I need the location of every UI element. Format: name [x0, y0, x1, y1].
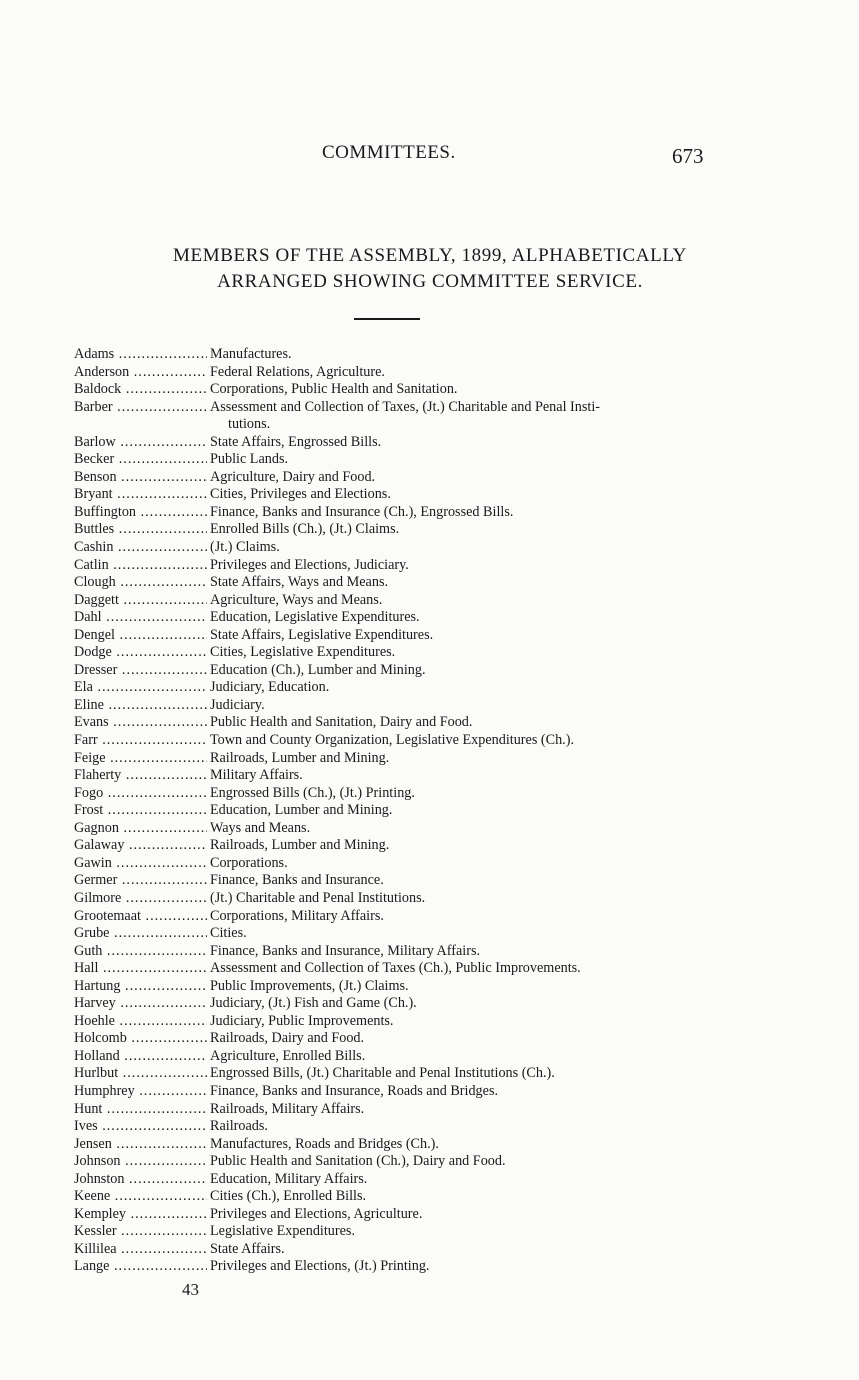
committee-text: Finance, Banks and Insurance (Ch.), Engrossed Bills.: [210, 503, 514, 520]
committee-text: Railroads, Lumber and Mining.: [210, 837, 390, 854]
signature-mark: 43: [182, 1280, 199, 1299]
running-head: COMMITTEES.: [322, 142, 456, 163]
committee-text: Agriculture, Ways and Means.: [210, 591, 383, 608]
title-line-2: ARRANGED SHOWING COMMITTEE SERVICE.: [217, 271, 643, 292]
member-name: Germer .....: [74, 872, 207, 890]
member-name: Buffington .....: [74, 504, 207, 522]
committee-text: Judiciary, Public Improvements.: [210, 1012, 394, 1029]
committee-text: State Affairs, Engrossed Bills.: [210, 433, 382, 450]
member-name: Ives .....: [74, 1118, 207, 1136]
committee-text: Cities (Ch.), Enrolled Bills.: [210, 1188, 367, 1205]
member-row: [74, 346, 714, 364]
committee-text: State Affairs.: [210, 1240, 285, 1257]
member-committees: [207, 872, 708, 890]
member-name: Jensen .....: [74, 1136, 207, 1154]
member-name: Kessler .....: [74, 1223, 207, 1241]
member-row: [74, 504, 714, 522]
member-row: [74, 627, 714, 645]
member-row: [74, 697, 714, 715]
member-committees: [207, 662, 708, 680]
committee-text: Finance, Banks and Insurance.: [210, 872, 384, 889]
member-row: [74, 557, 714, 575]
member-row: [74, 662, 714, 680]
member-row: [74, 908, 714, 926]
member-name: Bryant .....: [74, 486, 207, 504]
member-name: Benson .....: [74, 469, 207, 487]
committee-text: Engrossed Bills (Ch.), (Jt.) Printing.: [210, 784, 415, 801]
committee-text: Military Affairs.: [210, 767, 303, 784]
committee-text: Railroads, Dairy and Food.: [210, 1030, 365, 1047]
member-row: [74, 1258, 714, 1276]
committee-text: Public Lands.: [210, 451, 289, 468]
page-number: 673: [672, 144, 704, 168]
member-name: Hall .....: [74, 960, 207, 978]
member-name: Guth .....: [74, 943, 207, 961]
member-row: [74, 399, 714, 434]
member-committees: [207, 679, 708, 697]
member-name: Baldock .....: [74, 381, 207, 399]
member-name: Fogo .....: [74, 785, 207, 803]
member-row: [74, 381, 714, 399]
member-list: [74, 346, 714, 1276]
member-name: Buttles .....: [74, 521, 207, 539]
page-header: [0, 140, 859, 170]
committee-text: Privileges and Elections, (Jt.) Printing.: [210, 1258, 430, 1275]
member-committees: [207, 451, 708, 469]
member-committees: [207, 820, 708, 838]
member-row: [74, 732, 714, 750]
committee-text: Finance, Banks and Insurance, Military Affairs.: [210, 942, 481, 959]
committee-text: Privileges and Elections, Judiciary.: [210, 556, 409, 573]
member-committees: [207, 627, 708, 645]
member-row: [74, 872, 714, 890]
member-name: Johnson .....: [74, 1153, 207, 1171]
committee-text: Agriculture, Dairy and Food.: [210, 468, 376, 485]
committee-text: Education, Legislative Expenditures.: [210, 609, 420, 626]
member-committees: [207, 1030, 708, 1048]
member-committees: [207, 644, 708, 662]
committee-text: Finance, Banks and Insurance, Roads and Bridges.: [210, 1082, 499, 1099]
member-row: [74, 1206, 714, 1224]
member-row: [74, 592, 714, 610]
member-name: Holcomb .....: [74, 1030, 207, 1048]
member-committees: [207, 1206, 708, 1224]
member-committees: [207, 802, 708, 820]
member-name: Gawin .....: [74, 855, 207, 873]
member-name: Killilea .....: [74, 1241, 207, 1259]
committee-text: Cities, Privileges and Elections.: [210, 486, 391, 503]
member-row: [74, 1241, 714, 1259]
committee-text: Public Health and Sanitation (Ch.), Dairy and Food.: [210, 1153, 506, 1170]
member-name: Hunt .....: [74, 1101, 207, 1119]
member-row: [74, 644, 714, 662]
committee-text: Assessment and Collection of Taxes, (Jt.) Charitable and Penal Insti-: [210, 398, 601, 415]
committee-text: Cities.: [210, 925, 247, 942]
member-row: [74, 469, 714, 487]
member-row: [74, 574, 714, 592]
member-row: [74, 364, 714, 382]
member-name: Kempley .....: [74, 1206, 207, 1224]
committee-text: Manufactures, Roads and Bridges (Ch.).: [210, 1135, 439, 1152]
committee-text: State Affairs, Legislative Expenditures.: [210, 626, 434, 643]
member-committees: [207, 714, 708, 732]
member-committees: [207, 908, 708, 926]
member-row: [74, 714, 714, 732]
committee-text: Judiciary, (Jt.) Fish and Game (Ch.).: [210, 995, 417, 1012]
member-row: [74, 1118, 714, 1136]
member-name: Flaherty .....: [74, 767, 207, 785]
committee-text: Legislative Expenditures.: [210, 1223, 355, 1240]
member-committees: [207, 1136, 708, 1154]
committee-text: Railroads, Lumber and Mining.: [210, 749, 390, 766]
member-row: [74, 820, 714, 838]
title-line-1: MEMBERS OF THE ASSEMBLY, 1899, ALPHABETICALLY: [173, 245, 687, 266]
member-committees: [207, 381, 708, 399]
member-committees: [207, 837, 708, 855]
member-row: [74, 1013, 714, 1031]
member-name: Eline .....: [74, 697, 207, 715]
member-row: [74, 995, 714, 1013]
member-name: Evans .....: [74, 714, 207, 732]
member-committees: [207, 1013, 708, 1031]
member-committees: [207, 609, 708, 627]
member-row: [74, 1171, 714, 1189]
member-committees: [207, 521, 708, 539]
member-committees: [207, 943, 708, 961]
member-row: [74, 767, 714, 785]
member-committees: [207, 434, 708, 452]
member-row: [74, 1083, 714, 1101]
member-committees: [207, 1171, 708, 1189]
committee-text: Education, Military Affairs.: [210, 1170, 368, 1187]
member-name: Holland .....: [74, 1048, 207, 1066]
member-committees: [207, 1065, 708, 1083]
member-name: Adams .....: [74, 346, 207, 364]
member-row: [74, 451, 714, 469]
member-name: Harvey .....: [74, 995, 207, 1013]
committee-text: Judiciary, Education.: [210, 679, 330, 696]
member-row: [74, 750, 714, 768]
member-name: Humphrey .....: [74, 1083, 207, 1101]
member-name: Clough .....: [74, 574, 207, 592]
member-committees: [207, 855, 708, 873]
committee-text: Manufactures.: [210, 346, 292, 362]
member-name: Keene .....: [74, 1188, 207, 1206]
committee-text: Railroads.: [210, 1118, 268, 1135]
member-name: Lange .....: [74, 1258, 207, 1276]
member-committees: [207, 785, 708, 803]
member-name: Farr .....: [74, 732, 207, 750]
member-committees: [207, 557, 708, 575]
member-row: [74, 802, 714, 820]
committee-text: (Jt.) Charitable and Penal Institutions.: [210, 889, 426, 906]
member-committees: [207, 1188, 708, 1206]
member-row: [74, 890, 714, 908]
member-name: Barber .....: [74, 399, 207, 434]
member-committees: [207, 469, 708, 487]
member-committees: [207, 750, 708, 768]
member-committees: [207, 486, 708, 504]
member-row: [74, 609, 714, 627]
member-name: Hoehle .....: [74, 1013, 207, 1031]
member-name: Galaway .....: [74, 837, 207, 855]
member-committees: [207, 1153, 708, 1171]
member-row: [74, 1153, 714, 1171]
member-row: [74, 486, 714, 504]
member-name: Hurlbut .....: [74, 1065, 207, 1083]
committee-text: Public Health and Sanitation, Dairy and Food.: [210, 714, 473, 731]
committee-text: Engrossed Bills, (Jt.) Charitable and Penal Institutions (Ch.).: [210, 1065, 555, 1082]
member-committees: [207, 1083, 708, 1101]
member-committees: [207, 574, 708, 592]
member-name: Becker .....: [74, 451, 207, 469]
member-row: [74, 521, 714, 539]
member-row: [74, 434, 714, 452]
member-committees: [207, 995, 708, 1013]
member-row: [74, 1030, 714, 1048]
committee-text: Public Improvements, (Jt.) Claims.: [210, 977, 409, 994]
member-committees: [207, 364, 708, 382]
member-committees: [207, 732, 708, 750]
member-name: Dengel .....: [74, 627, 207, 645]
member-committees: [207, 399, 708, 434]
member-row: [74, 978, 714, 996]
committee-text: Railroads, Military Affairs.: [210, 1100, 365, 1117]
member-committees: [207, 1118, 708, 1136]
member-committees: [207, 346, 708, 364]
member-name: Johnston .....: [74, 1171, 207, 1189]
member-committees: [207, 697, 708, 715]
member-name: Frost .....: [74, 802, 207, 820]
member-name: Gagnon .....: [74, 820, 207, 838]
member-committees: [207, 978, 708, 996]
member-name: Gilmore .....: [74, 890, 207, 908]
committee-text: Enrolled Bills (Ch.), (Jt.) Claims.: [210, 521, 400, 538]
member-name: Anderson .....: [74, 364, 207, 382]
member-name: Dresser .....: [74, 662, 207, 680]
member-committees: [207, 1241, 708, 1259]
title-divider: [354, 318, 420, 320]
member-name: Hartung .....: [74, 978, 207, 996]
member-name: Catlin .....: [74, 557, 207, 575]
page-title: [60, 243, 800, 295]
member-row: [74, 925, 714, 943]
member-committees: [207, 504, 708, 522]
member-name: Dodge .....: [74, 644, 207, 662]
committee-text: Ways and Means.: [210, 819, 311, 836]
member-committees: [207, 539, 708, 557]
committee-text: Assessment and Collection of Taxes (Ch.), Public Improvements.: [210, 960, 581, 977]
member-row: [74, 943, 714, 961]
member-committees: [207, 925, 708, 943]
member-name: Cashin .....: [74, 539, 207, 557]
committee-text: Cities, Legislative Expenditures.: [210, 644, 396, 661]
member-row: [74, 1136, 714, 1154]
committee-text: Federal Relations, Agriculture.: [210, 363, 385, 380]
member-row: [74, 1048, 714, 1066]
member-row: [74, 855, 714, 873]
member-committees: [207, 592, 708, 610]
member-name: Barlow .....: [74, 434, 207, 452]
committee-continuation: tutions.: [228, 416, 271, 433]
member-row: [74, 837, 714, 855]
member-row: [74, 539, 714, 557]
committee-text: State Affairs, Ways and Means.: [210, 574, 389, 591]
committee-text: Judiciary.: [210, 696, 265, 713]
member-row: [74, 1101, 714, 1119]
committee-text: Corporations.: [210, 854, 288, 871]
member-committees: [207, 1048, 708, 1066]
committee-text: Education (Ch.), Lumber and Mining.: [210, 661, 426, 678]
committee-text: Education, Lumber and Mining.: [210, 802, 393, 819]
member-committees: [207, 1223, 708, 1241]
member-committees: [207, 1258, 708, 1276]
member-row: [74, 960, 714, 978]
member-committees: [207, 960, 708, 978]
committee-text: Corporations, Military Affairs.: [210, 907, 384, 924]
member-row: [74, 1223, 714, 1241]
member-row: [74, 1188, 714, 1206]
committee-text: Corporations, Public Health and Sanitation.: [210, 381, 458, 398]
member-row: [74, 679, 714, 697]
member-row: [74, 1065, 714, 1083]
member-committees: [207, 1101, 708, 1119]
member-name: Grootemaat .....: [74, 908, 207, 926]
member-name: Ela .....: [74, 679, 207, 697]
committee-text: Privileges and Elections, Agriculture.: [210, 1205, 423, 1222]
member-committees: [207, 890, 708, 908]
member-name: Dahl .....: [74, 609, 207, 627]
committee-text: (Jt.) Claims.: [210, 539, 280, 556]
member-committees: [207, 767, 708, 785]
committee-text: Agriculture, Enrolled Bills.: [210, 1047, 366, 1064]
committee-text: Town and County Organization, Legislative Expenditures (Ch.).: [210, 732, 574, 749]
member-name: Feige .....: [74, 750, 207, 768]
member-name: Daggett .....: [74, 592, 207, 610]
member-name: Grube .....: [74, 925, 207, 943]
member-row: [74, 785, 714, 803]
